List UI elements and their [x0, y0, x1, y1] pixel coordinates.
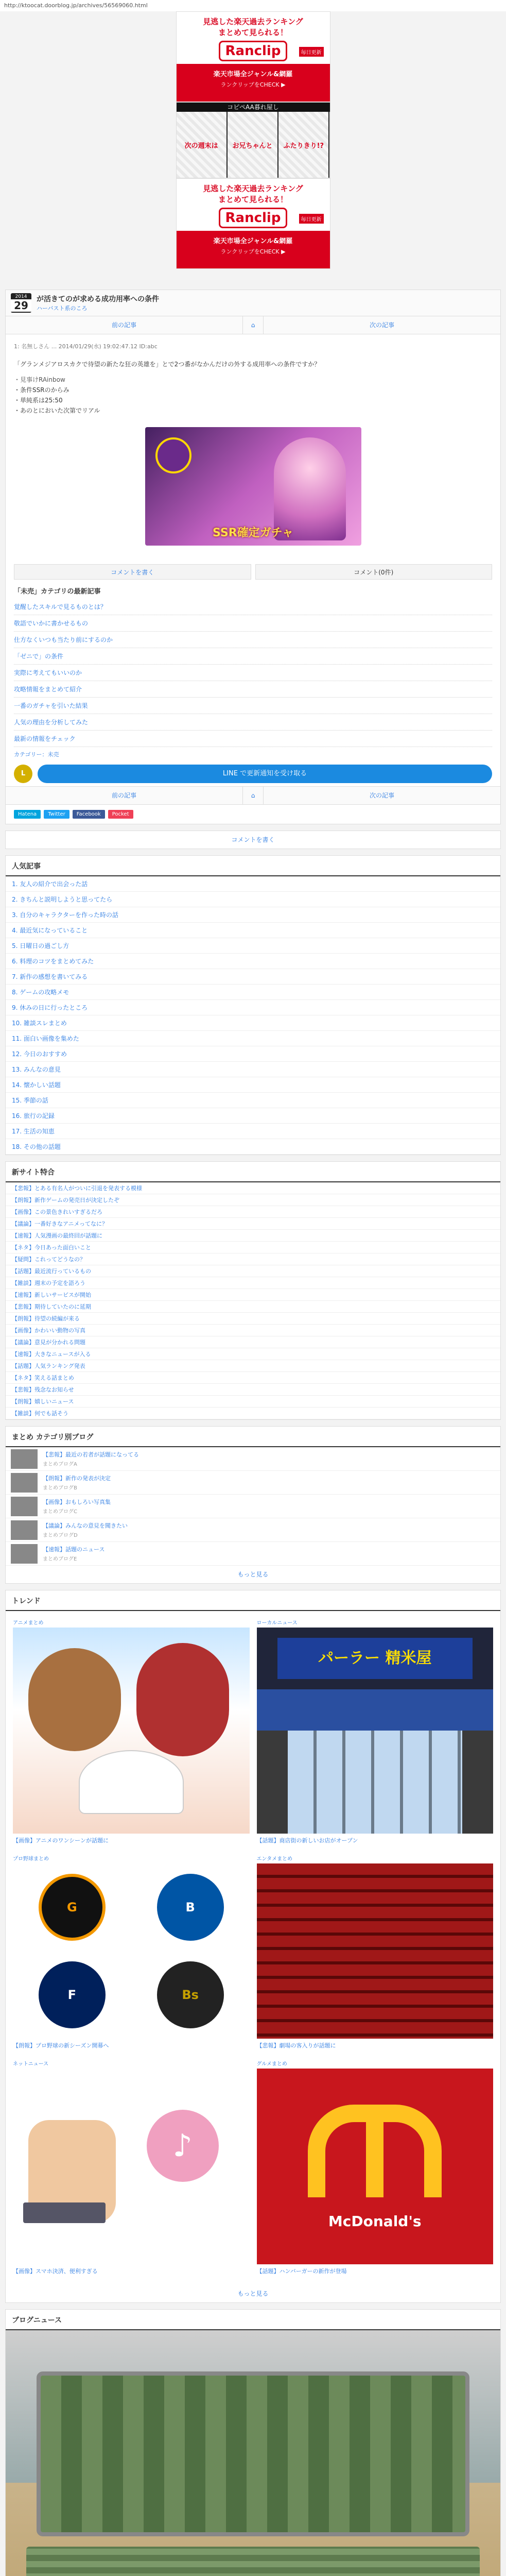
popular-item[interactable]: 6. 料理のコツをまとめてみた: [6, 954, 500, 969]
home-icon[interactable]: ⌂: [243, 787, 264, 804]
post-meta: 1: 名無しさん ... 2014/01/29(水) 19:02:47.12 ID:abc: [14, 343, 158, 350]
comment-box: [5, 831, 501, 849]
team-logo: B: [157, 1874, 224, 1941]
feed-box: [5, 1161, 501, 1420]
blog-title: 【議論】みんなの意見を聞きたい: [43, 1522, 128, 1529]
blog-text: [43, 1450, 139, 1467]
trend-item[interactable]: [257, 2059, 494, 2278]
theater-seats-image[interactable]: [257, 1863, 494, 2039]
post-question: 「グランメジアロスカクで待望の新たな狂の英雄を」とで2つ番がなかんだけの外する成用率への条件ですか？: [14, 361, 321, 368]
comic-ad[interactable]: [176, 102, 330, 178]
team-logo: Bs: [157, 1961, 224, 2028]
article-pager-bottom: [6, 786, 500, 805]
ad-line: 見逃した楽天過去ランキング: [203, 184, 303, 193]
popular-item[interactable]: 4. 最近気になっていること: [6, 923, 500, 938]
popular-item[interactable]: 5. 日曜日の過ごし方: [6, 938, 500, 954]
blog-title: 【画像】おもしろい写真集: [43, 1499, 111, 1505]
related-list: [6, 599, 500, 747]
feed-item[interactable]: 【ネタ】笑える話まとめ: [6, 1372, 500, 1384]
money-image[interactable]: [6, 2330, 500, 2576]
blogroll-item[interactable]: [6, 1495, 500, 1518]
category-tag[interactable]: カテゴリー：未売: [14, 751, 59, 758]
blog-text: [43, 1521, 128, 1538]
article-date: [11, 293, 31, 313]
anime-image[interactable]: [13, 1628, 250, 1834]
trend-grid: [6, 1611, 500, 2285]
trend-source: プロ野球まとめ: [13, 1856, 49, 1862]
next-article-link[interactable]: 次の記事: [264, 316, 500, 334]
feed-item[interactable]: 【画像】かわいい動物の写真: [6, 1325, 500, 1336]
comic-panel: お兄ちゃんと: [228, 112, 278, 178]
blogroll-item[interactable]: [6, 1471, 500, 1495]
feed-item[interactable]: 【速報】人気漫画の最終回が話題に: [6, 1230, 500, 1242]
game-banner-text: SSR確定ガチャ: [213, 527, 293, 539]
feed-item[interactable]: 【速報】大きなニュースが入る: [6, 1348, 500, 1360]
article-title: が活きてのが求める成功用率への条件: [37, 295, 159, 303]
popular-item[interactable]: 11. 面白い画像を集めた: [6, 1031, 500, 1046]
blog-source: まとめブログD: [43, 1533, 78, 1538]
next-article-link[interactable]: 次の記事: [264, 787, 500, 804]
related-item[interactable]: 仕方なくいつも当たり前にするのか: [14, 632, 492, 648]
music-note-icon: ♪: [147, 2110, 219, 2182]
trend-item[interactable]: [13, 1854, 250, 2052]
post-answer: ・あのとにおいた次第でリアル: [14, 407, 100, 414]
blognews-heading: ブログニュース: [6, 2310, 500, 2330]
blog-thumbnail: [11, 1473, 38, 1493]
blog-text: [43, 1545, 104, 1562]
hatena-share-button[interactable]: Hatena: [14, 810, 41, 819]
line-icon: L: [14, 765, 32, 783]
blogroll-item[interactable]: [6, 1518, 500, 1542]
ranclip-ad-top[interactable]: [176, 11, 330, 102]
ad-cta: ランクリップをCHECK ▶: [220, 81, 286, 88]
related-item[interactable]: 人気の理由を分析してみた: [14, 714, 492, 731]
ranclip-logo: Ranclip: [219, 208, 288, 228]
trend-source: ネットニュース: [13, 2061, 49, 2067]
trend-heading: トレンド: [6, 1590, 500, 1611]
date-year: 2014: [15, 294, 27, 299]
ad-line: 見逃した楽天過去ランキング: [203, 17, 303, 26]
blognews-box: [5, 2309, 501, 2576]
feed-item[interactable]: 【朗報】嬉しいニュース: [6, 1396, 500, 1408]
popular-list: [6, 876, 500, 1155]
popular-item[interactable]: 17. 生活の知恵: [6, 1124, 500, 1139]
ad-line: まとめて見られる！: [218, 28, 288, 37]
article-body: [6, 334, 500, 564]
blog-source: まとめブログC: [43, 1509, 77, 1515]
post-answer: ・条件SSRのからみ: [14, 386, 69, 394]
feed-item[interactable]: 【ネタ】今日あった面白いこと: [6, 1242, 500, 1253]
blog-text: [43, 1474, 111, 1491]
blog-thumbnail: [11, 1449, 38, 1469]
prev-article-link[interactable]: 前の記事: [6, 787, 243, 804]
blog-title: 【速報】話題のニュース: [43, 1546, 105, 1553]
trend-caption[interactable]: 【悲報】劇場の客入りが話題に: [256, 2042, 336, 2049]
prev-article-link[interactable]: 前の記事: [6, 316, 243, 334]
feed-list: [6, 1182, 500, 1419]
feed-item[interactable]: 【雑談】何でも話そう: [6, 1408, 500, 1419]
popular-item[interactable]: 16. 旅行の記録: [6, 1108, 500, 1124]
related-item[interactable]: 実際に考えてもいいのか: [14, 665, 492, 681]
twitter-share-button[interactable]: Twitter: [44, 810, 69, 819]
game-character: [274, 437, 346, 540]
article-category[interactable]: ハーバスト系のころ: [37, 305, 88, 312]
mcdonalds-image[interactable]: [257, 2069, 494, 2264]
feed-item[interactable]: 【悲報】とある有名人がついに引退を発表する模様: [6, 1182, 500, 1194]
popular-item[interactable]: 9. 休みの日に行ったところ: [6, 1000, 500, 1015]
home-icon[interactable]: ⌂: [243, 316, 264, 334]
pocket-share-button[interactable]: Pocket: [108, 810, 133, 819]
comic-panel: ふたりきり!?: [278, 112, 329, 178]
feed-item[interactable]: 【話題】人気ランキング発表: [6, 1360, 500, 1372]
write-comment-button[interactable]: コメントを書く: [14, 564, 251, 580]
feed-item[interactable]: 【雑談】週末の予定を語ろう: [6, 1277, 500, 1289]
trend-item[interactable]: [257, 1854, 494, 2052]
blog-title: 【朗報】新作の発表が決定: [43, 1475, 111, 1482]
feed-item[interactable]: 【議論】一番好きなアニメってなに？: [6, 1218, 500, 1230]
ranclip-ad-bottom[interactable]: [176, 178, 330, 269]
ad-line: 楽天市場全ジャンル&網羅: [213, 238, 293, 245]
popular-item[interactable]: 10. 雑談スレまとめ: [6, 1015, 500, 1031]
trend-source: グルメまとめ: [256, 2061, 287, 2067]
ad-tag: 毎日更新: [299, 214, 324, 224]
related-item[interactable]: 覚醒したスキルで見るものとは？: [14, 599, 492, 615]
comic-panel: 次の週末は: [177, 112, 228, 178]
ad-column: [176, 11, 330, 269]
line-follow: [6, 761, 500, 786]
comment-link[interactable]: コメントを書く: [231, 836, 275, 843]
trend-caption[interactable]: 【画像】アニメのワンシーンが話題に: [13, 1837, 109, 1844]
date-day: 29: [11, 299, 31, 312]
blog-thumbnail: [11, 1497, 38, 1516]
shop-sign: パーラー 精米屋: [277, 1638, 473, 1679]
blogroll-heading: まとめ カテゴリ別ブログ: [6, 1427, 500, 1447]
related-item[interactable]: 一番のガチャを引いた結果: [14, 698, 492, 714]
blog-thumbnail: [11, 1520, 38, 1540]
team-logo: F: [39, 1961, 106, 2028]
popular-item[interactable]: 3. 自分のキャラクターを作った時の話: [6, 907, 500, 923]
ad-tag: 毎日更新: [299, 47, 324, 57]
related-item[interactable]: 敬語でいかに書かせるもの: [14, 615, 492, 632]
feed-item[interactable]: 【速報】新しいサービスが開始: [6, 1289, 500, 1301]
game-badge: [155, 437, 191, 473]
mcdonalds-logo-text: McDonald's: [328, 2213, 422, 2230]
popular-item[interactable]: 15. 季節の話: [6, 1093, 500, 1108]
trend-item[interactable]: [257, 1618, 494, 1847]
trend-item[interactable]: [13, 1618, 250, 1847]
trend-caption[interactable]: 【話題】ハンバーガーの新作が登場: [256, 2268, 347, 2275]
popular-item[interactable]: 7. 新作の感想を書いてみる: [6, 969, 500, 985]
trend-more-link[interactable]: もっと見る: [237, 2290, 269, 2297]
team-logos-image[interactable]: [13, 1863, 250, 2039]
article-header: [6, 290, 500, 316]
article: [5, 290, 501, 824]
game-banner-image[interactable]: [145, 427, 361, 546]
trend-source: エンタメまとめ: [256, 1856, 293, 1862]
trend-caption[interactable]: 【画像】スマホ決済、便利すぎる: [13, 2268, 98, 2275]
popular-item[interactable]: 18. その他の話題: [6, 1139, 500, 1155]
feed-item[interactable]: 【疑問】これってどうなの？: [6, 1253, 500, 1265]
article-pager-top: [6, 316, 500, 334]
blogroll-item[interactable]: [6, 1542, 500, 1566]
blog-source: まとめブログA: [43, 1462, 77, 1467]
blog-text: [43, 1498, 111, 1515]
trend-item[interactable]: [13, 2059, 250, 2278]
blog-source: まとめブログE: [43, 1556, 77, 1562]
feed-item[interactable]: 【悲報】残念なお知らせ: [6, 1384, 500, 1396]
trend-caption[interactable]: 【朗報】プロ野球の新シーズン開幕へ: [13, 2042, 109, 2049]
phone-payment-image[interactable]: [13, 2069, 250, 2264]
facebook-share-button[interactable]: Facebook: [73, 810, 105, 819]
post-answer: ・単純系は25:50: [14, 397, 63, 404]
blogroll-more-link[interactable]: もっと見る: [237, 1571, 269, 1578]
popular-item[interactable]: 2. きちんと説明しようと思ってたら: [6, 892, 500, 907]
ranclip-logo: Ranclip: [219, 41, 288, 61]
feed-item[interactable]: 【悲報】期待していたのに延期: [6, 1301, 500, 1313]
related-heading: 「未売」カテゴリの最新記事: [14, 588, 101, 596]
trend-caption[interactable]: 【話題】商店街の新しいお店がオープン: [256, 1837, 358, 1844]
blogroll-box: [5, 1426, 501, 1584]
related-item[interactable]: 最新の情報をチェック: [14, 731, 492, 747]
trend-source: ローカルニュース: [256, 1620, 298, 1626]
popular-box: [5, 855, 501, 1155]
comic-panels: [177, 112, 330, 178]
ad-line: 楽天市場全ジャンル&網羅: [213, 71, 293, 78]
url-bar: http://ktoocat.doorblog.jp/archives/56569060.html: [0, 0, 506, 11]
popular-item[interactable]: 1. 友人の紹介で出会った話: [6, 876, 500, 892]
storefront-image[interactable]: [257, 1628, 494, 1834]
line-follow-button[interactable]: LINE で更新通知を受け取る: [38, 765, 492, 783]
trend-box: [5, 1590, 501, 2303]
feed-item[interactable]: 【画像】この景色きれいすぎるだろ: [6, 1206, 500, 1218]
ad-line: まとめて見られる！: [218, 195, 288, 204]
team-logo: G: [39, 1874, 106, 1941]
blog-source: まとめブログB: [43, 1485, 77, 1491]
comment-buttons: [6, 564, 500, 580]
feed-heading: 新サイト特合: [6, 1162, 500, 1182]
ad-cta: ランクリップをCHECK ▶: [220, 248, 286, 255]
related-item[interactable]: 攻略情報をまとめて紹介: [14, 681, 492, 698]
blog-thumbnail: [11, 1544, 38, 1564]
trend-source: アニメまとめ: [13, 1620, 44, 1626]
blog-title: 【悲報】最近の若者が話題になってる: [43, 1451, 139, 1458]
feed-item[interactable]: 【朗報】待望の続編が来る: [6, 1313, 500, 1325]
popular-item[interactable]: 13. みんなの意見: [6, 1062, 500, 1077]
feed-item[interactable]: 【話題】最近流行っているもの: [6, 1265, 500, 1277]
popular-item[interactable]: 12. 今日のおすすめ: [6, 1046, 500, 1062]
blogroll-list: [6, 1447, 500, 1566]
related-item[interactable]: 「ゼニで」の条件: [14, 648, 492, 665]
post-answer: ・見事けRAinbow: [14, 376, 65, 383]
blogroll-item[interactable]: [6, 1447, 500, 1471]
feed-item[interactable]: 【朗報】新作ゲームの発売日が決定したぞ: [6, 1194, 500, 1206]
popular-item[interactable]: 14. 懐かしい話題: [6, 1077, 500, 1093]
comic-title: コピペAA暮れ屋し: [177, 103, 330, 112]
share-buttons: [6, 805, 500, 824]
feed-item[interactable]: 【議論】意見が分かれる問題: [6, 1336, 500, 1348]
comment-count[interactable]: コメント(0件): [255, 564, 493, 580]
popular-item[interactable]: 8. ゲームの攻略メモ: [6, 985, 500, 1000]
popular-heading: 人気記事: [6, 856, 500, 876]
